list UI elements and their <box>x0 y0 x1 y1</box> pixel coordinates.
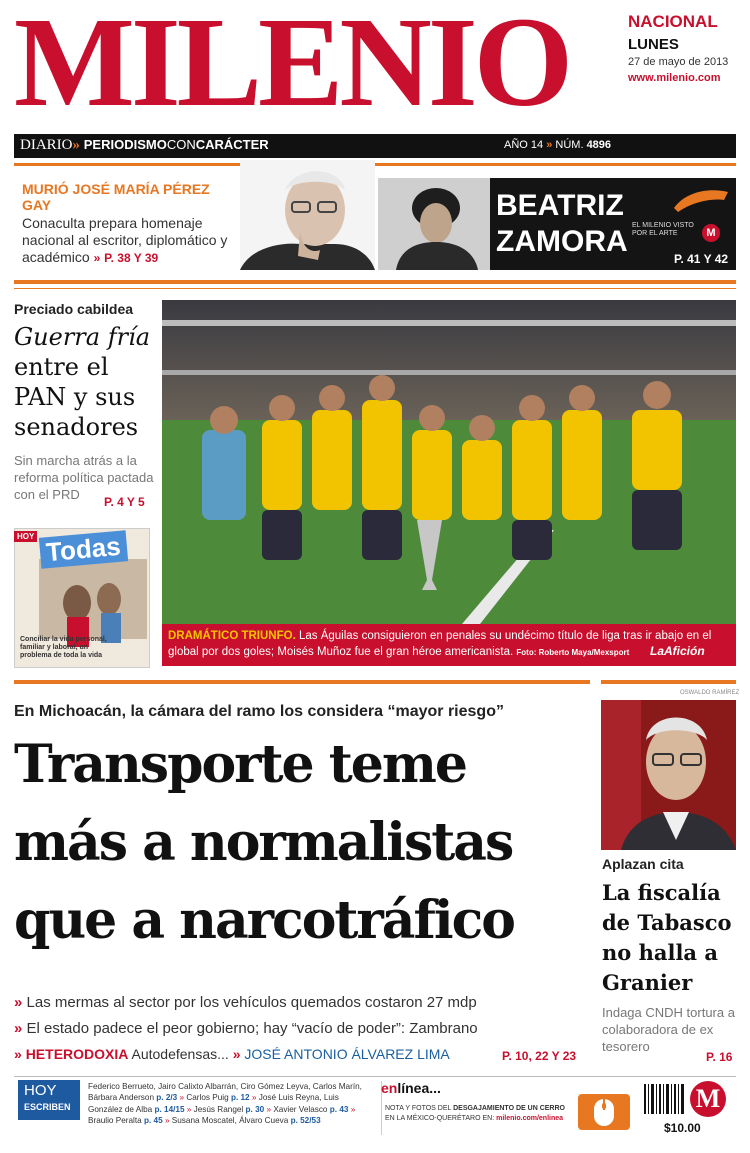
divider <box>14 680 590 684</box>
art-tagline: EL MILENIO VISTO POR EL ARTE <box>632 222 694 237</box>
section-brand: LaAfición <box>650 644 705 658</box>
online-title: enlínea... <box>381 1080 441 1096</box>
divider <box>14 288 736 289</box>
photo-credit: OSWALDO RAMÍREZ <box>680 690 740 696</box>
edition-label: NACIONAL <box>628 12 718 31</box>
magazine-text: Conciliar la vida personal, familiar y laboral, un problema de toda la vida <box>20 636 107 659</box>
milenio-m-logo: M <box>690 1081 726 1117</box>
date-label: 27 de mayo de 2013 <box>628 56 729 68</box>
online-text: NOTA Y FOTOS DEL DESGAJAMIENTO DE UN CERRO EN LA MÉXICO-QUERÉTARO EN: milenio.com/enlinea <box>385 1105 565 1122</box>
art-pages: P. 41 Y 42 <box>674 252 729 266</box>
chevron-icon: » <box>14 1046 22 1062</box>
newspaper-logo: MILENIO <box>14 0 570 133</box>
tagline-bar <box>14 134 736 158</box>
artist-photo <box>378 178 490 270</box>
teaser-pages: P. 38 Y 39 <box>104 251 159 265</box>
magazine-day-tag: HOY <box>14 531 37 542</box>
sidebar-pages: P. 16 <box>706 1050 733 1064</box>
author-photo <box>240 160 375 270</box>
official-photo <box>601 700 736 850</box>
lead-headline[interactable]: Transporte teme más a normalistas que a narcotráfico <box>14 734 514 951</box>
online-link[interactable]: milenio.com/enlinea <box>496 1114 564 1122</box>
lead-bullet: » Las mermas al sector por los vehículos quemados costaron 27 mdp <box>14 994 477 1011</box>
hoy-escriben-badge: HOY ESCRIBEN <box>18 1080 80 1120</box>
chevron-icon: » <box>72 137 80 153</box>
brushstroke-icon <box>672 186 730 214</box>
day-label: LUNES <box>628 36 679 53</box>
story-headline[interactable]: Guerra fría entre el PAN y sus senadores <box>14 323 151 441</box>
chevron-icon: » <box>546 139 553 151</box>
chevron-icon: » <box>14 994 23 1011</box>
lead-bullet: » El estado padece el peor gobierno; hay “vacío de poder”: Zambrano <box>14 1020 478 1037</box>
teaser-headline[interactable]: MURIÓ JOSÉ MARÍA PÉREZ GAY <box>22 181 210 213</box>
barcode-icon <box>642 1082 686 1118</box>
column-teaser[interactable]: » HETERODOXIA Autodefensas... » JOSÉ ANTONIO ÁLVAREZ LIMA <box>14 1046 450 1062</box>
mouse-icon <box>578 1094 630 1130</box>
sidebar-headline[interactable]: La fiscalía de Tabasco no halla a Granier <box>602 880 732 995</box>
artist-name: BEATRIZ ZAMORA <box>496 189 628 258</box>
magazine-title: Todas <box>39 530 128 568</box>
chevron-icon: » <box>14 1020 23 1037</box>
milenio-badge-icon: M <box>702 224 720 242</box>
story-kicker: Preciado cabildea <box>14 301 134 317</box>
tagline: DIARIO» PERIODISMOCONCARÁCTER <box>20 137 269 153</box>
divider <box>14 280 736 284</box>
issue-info: AÑO 14 » NÚM. 4896 <box>504 139 612 151</box>
writers-list: Federico Berrueto, Jairo Calixto Albarrán, Ciro Gómez Leyva, Carlos Marín, Bárbara Anderson p. 2/3 » Carlos Puig p. 12 » José Luis Reyna, Luis González de Alba p. 14/15 » Jesús Rangel p. 30 » Xavier Velasco p. 43 » Braulio Peralta p. 45 » Susana Moscatel, Álvaro Cueva p. 52/53 <box>88 1082 362 1126</box>
photo-credit: Foto: Roberto Maya/Mexsport <box>516 648 630 657</box>
divider <box>14 163 736 166</box>
chevron-icon: » <box>93 251 101 265</box>
price-label: $10.00 <box>664 1121 701 1135</box>
story-deck: Sin marcha atrás a la reforma política pactada con el PRD <box>14 453 154 502</box>
lead-pages: P. 10, 22 Y 23 <box>502 1049 577 1063</box>
divider <box>601 680 736 684</box>
chevron-icon: » <box>232 1046 241 1062</box>
sidebar-kicker: Aplazan cita <box>602 856 684 872</box>
website-link[interactable]: www.milenio.com <box>628 72 721 84</box>
photo-caption: DRAMÁTICO TRIUNFO. Las Águilas consiguieron en penales su undécimo título de liga tras ir abajo en el global por dos goles; Moisés Muñoz fue el gran héroe americanista. Foto: Roberto Maya/Mexsport <box>168 630 712 658</box>
celebration-photo[interactable] <box>162 300 736 624</box>
teaser-text: Conaculta prepara homenaje nacional al escritor, diplomático y académico » P. 38 Y 39 <box>22 215 228 265</box>
sidebar-deck: Indaga CNDH tortura a colaboradora de ex tesorero <box>602 1005 735 1054</box>
lead-kicker: En Michoacán, la cámara del ramo los considera “mayor riesgo” <box>14 703 504 720</box>
story-pages: P. 4 Y 5 <box>104 495 145 509</box>
